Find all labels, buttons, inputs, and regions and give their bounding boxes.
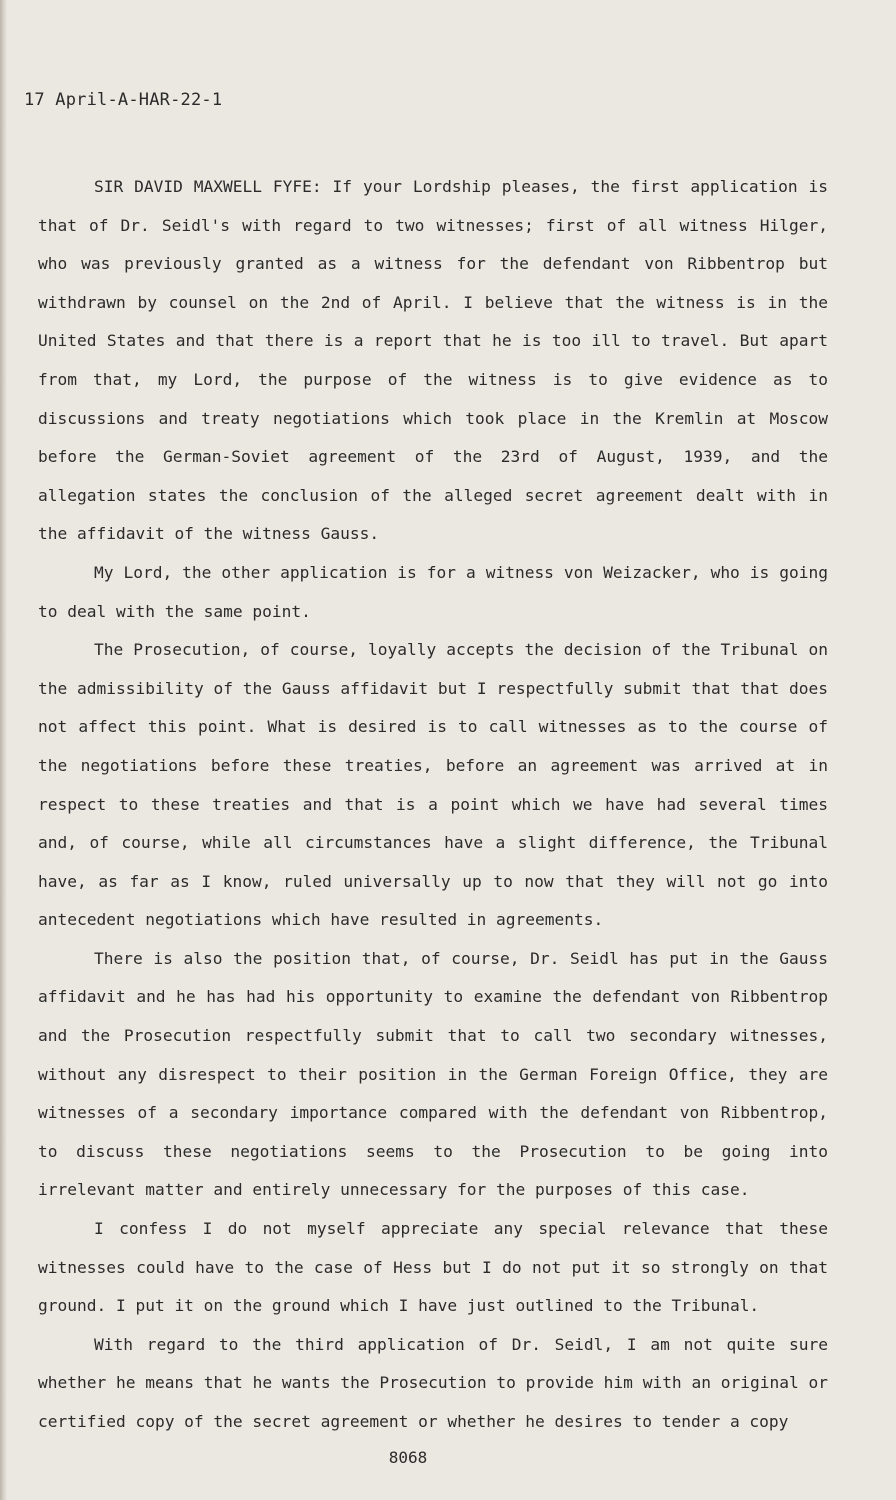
page-edge	[0, 0, 7, 1500]
paragraph-4: There is also the position that, of course, Dr. Seidl has put in the Gauss affidavit and he has had his opportunity to examine the defendant von Ribbentrop and the Prosecution respectfully submit that to call two secondary witnesses, without any disrespect to their position in the German Foreign Office, they are witnesses of a secondary importance compared with the defendant von Ribbentrop, to discuss these negotiations seems to the Prosecution to be going into irrelevant matter and entirely unnecessary for the purposes of this case.	[38, 948, 828, 1200]
paragraph-6: With regard to the third application of Dr. Seidl, I am not quite sure whether he means that he wants the Prosecution to provide him with an original or certified copy of the secret agreement or whether he desires to tender a copy	[38, 1334, 828, 1431]
paragraph-2: My Lord, the other application is for a witness von Weizacker, who is going to deal with the same point.	[38, 562, 828, 621]
paragraph-1: SIR DAVID MAXWELL FYFE: If your Lordship pleases, the first application is that of Dr. Seidl's with regard to two witnesses; first of all witness Hilger, who was previously granted as a witness for the defendant von Ribbentrop but withdrawn by counsel on the 2nd of April. I believe that the witness is in the United States and that there is a report that he is too ill to travel. But apart from that, my Lord, the purpose of the witness is to give evidence as to discussions and treaty negotiations which took place in the Kremlin at Moscow before the German-Soviet agreement of the 23rd of August, 1939, and the allegation states the conclusion of the alleged secret agreement dealt with in the affidavit of the witness Gauss.	[38, 177, 828, 544]
paragraph-3: The Prosecution, of course, loyally accepts the decision of the Tribunal on the admissibility of the Gauss affidavit but I respectfully submit that that does not affect this point. What is desired is to call witnesses as to the course of the negotiations before these treaties, before an agreement was arrived at in respect to these treaties and that is a point which we have had several times and, of course, while all circumstances have a slight difference, the Tribunal have, as far as I know, ruled universally up to now that they will not go into antecedent negotiations which have resulted in agreements.	[38, 640, 828, 930]
paragraph-5: I confess I do not myself appreciate any special relevance that these witnesses could have to the case of Hess but I do not put it so strongly on that ground. I put it on the ground which I have just outlined to the Tribunal.	[38, 1219, 828, 1316]
document-reference: 17 April-A-HAR-22-1	[24, 90, 223, 110]
transcript-body	[38, 168, 828, 1442]
page-number: 8068	[388, 1448, 428, 1467]
